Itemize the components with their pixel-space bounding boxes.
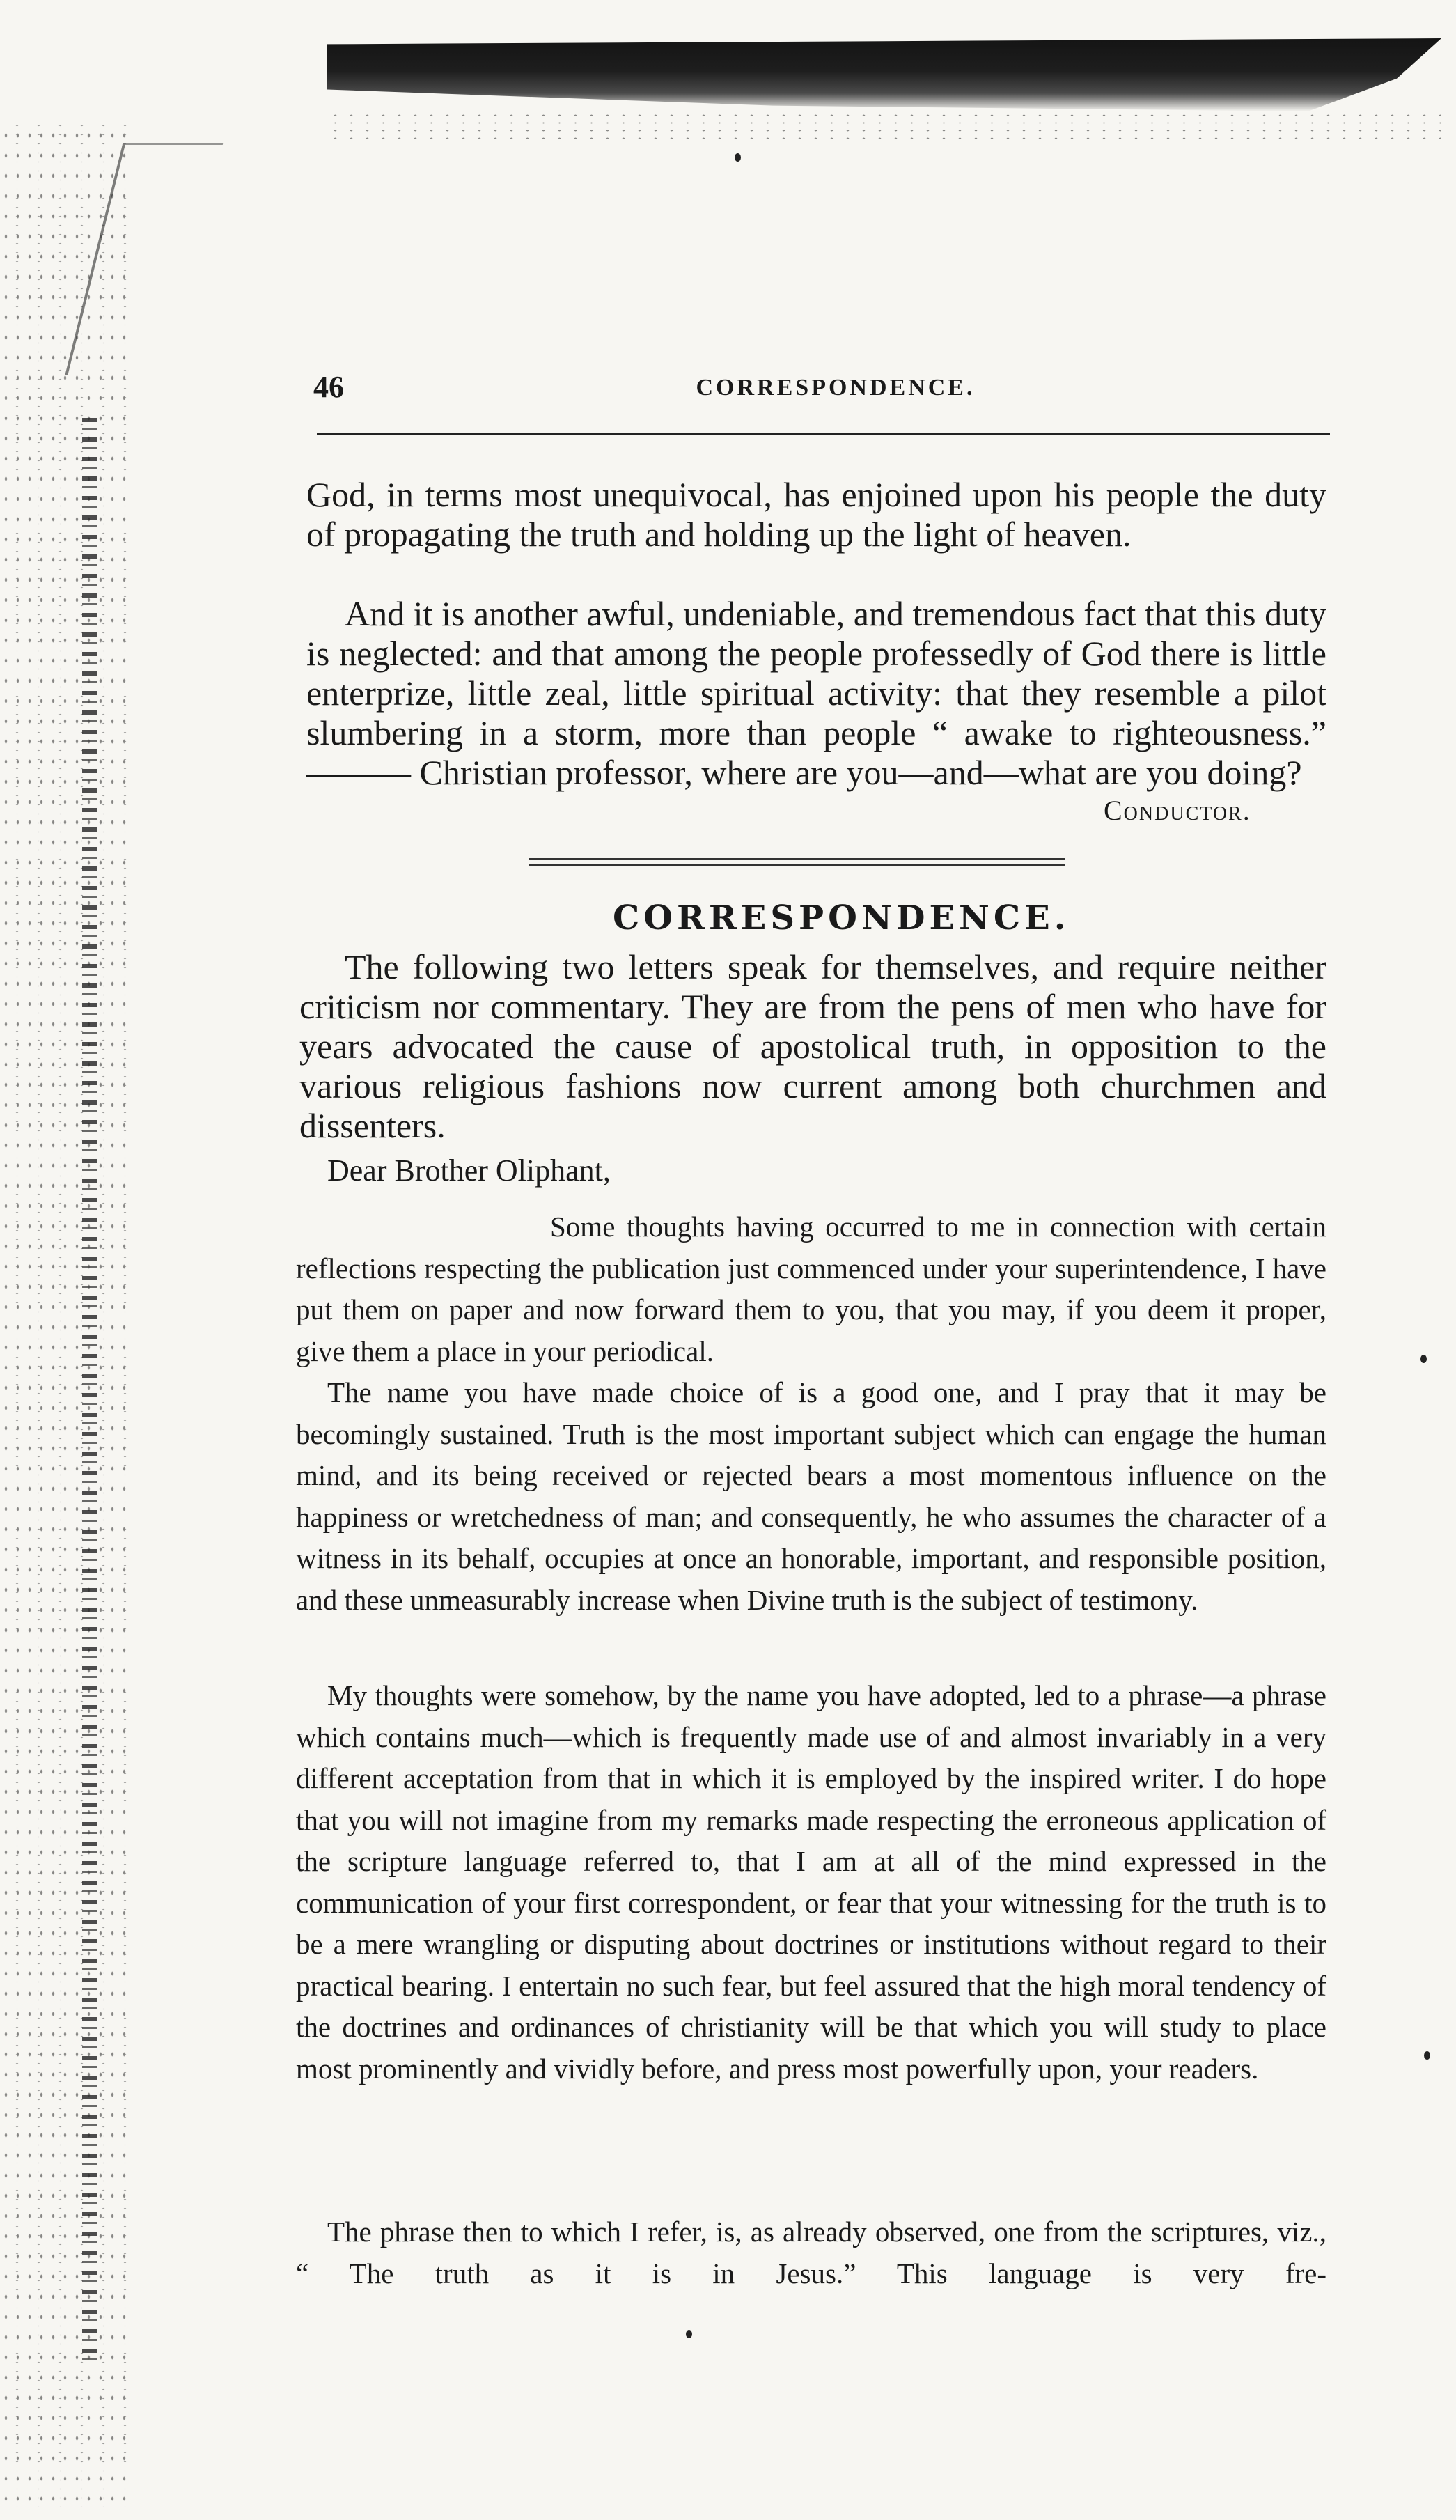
scan-dark-band <box>327 38 1441 111</box>
running-title: CORRESPONDENCE. <box>696 375 976 400</box>
intro-paragraph: God, in terms most unequivocal, has enjoined upon his people the duty of propagating the truth and holding up the light of heaven. <box>306 475 1326 554</box>
letter-paragraph: The name you have made choice of is a good one, and I pray that it may be becomingly sustained. Truth is the most important subject which can engage the human mind, and its being received or rejected bears a most momentous influence on the happiness or wretchedness of man; and consequently, he who assumes the character of a witness in its behalf, occupies at once an honorable, important, and responsible position, and these unmeasurably increase when Divine truth is the subject of testimony. <box>296 1376 1326 1616</box>
binding-gutter-noise <box>0 125 132 2507</box>
letter-paragraph: The phrase then to which I refer, is, as already observed, one from the scriptures, viz., “ The truth as it is in Jesus.” This language is very fre- <box>296 2216 1326 2289</box>
ink-speck <box>1424 2051 1430 2060</box>
section-title: CORRESPONDENCE. <box>613 899 1070 938</box>
intro-signature: Conductor. <box>1104 795 1251 826</box>
ink-speck <box>735 153 741 162</box>
scan-specks <box>327 111 1441 139</box>
ink-speck <box>1420 1355 1427 1363</box>
ink-speck <box>686 2330 692 2338</box>
intro-paragraph: And it is another awful, undeniable, and tremendous fact that this duty is neglected: and that among the people professedly of God there is little enterprize, little zeal, little spiritual activity: that they resemble a pilot slumbering in a storm, more than people “ awake to righteousness.” ——— Christian professor, where are you—and—what are you doing? <box>306 594 1326 792</box>
running-head <box>313 362 1309 418</box>
letter-salutation: Dear Brother Oliphant, <box>327 1153 611 1188</box>
letter-paragraph: Some thoughts having occurred to me in connection with certain reflections respecting the publication just commenced under your superintendence, I have put them on paper and now forward them to you, that you may, if you deem it proper, give them a place in your periodical. <box>296 1211 1326 1367</box>
section-lead: The following two letters speak for themselves, and require neither criticism nor commentary. They are from the pens of men who have for years advocated the cause of apostolical truth, in opposition to the various religious fashions now current among both churchmen and dissenters. <box>299 947 1326 1145</box>
page-number: 46 <box>313 370 344 404</box>
binding-gutter-line <box>82 418 97 2368</box>
header-rule <box>317 433 1330 435</box>
letter-paragraph: My thoughts were somehow, by the name you have adopted, led to a phrase—a phrase which contains much—which is frequently made use of and almost invariably in a very different acceptation from that in which it is employed by the inspired writer. I do hope that you will not imagine from my remarks made respecting the erroneous application of the scripture language referred to, that I am at all of the mind expressed in the communication of your first correspondent, or fear that your witnessing for the truth is to be a mere wrangling or disputing about doctrines or institutions without regard to their practical bearing. I entertain no such fear, but feel assured that the high moral tendency of the doctrines and ordinances of christianity will be that which you will study to place most prominently and vividly before, and press most powerfully upon, your readers. <box>296 1679 1326 2085</box>
section-separator <box>529 858 1065 866</box>
